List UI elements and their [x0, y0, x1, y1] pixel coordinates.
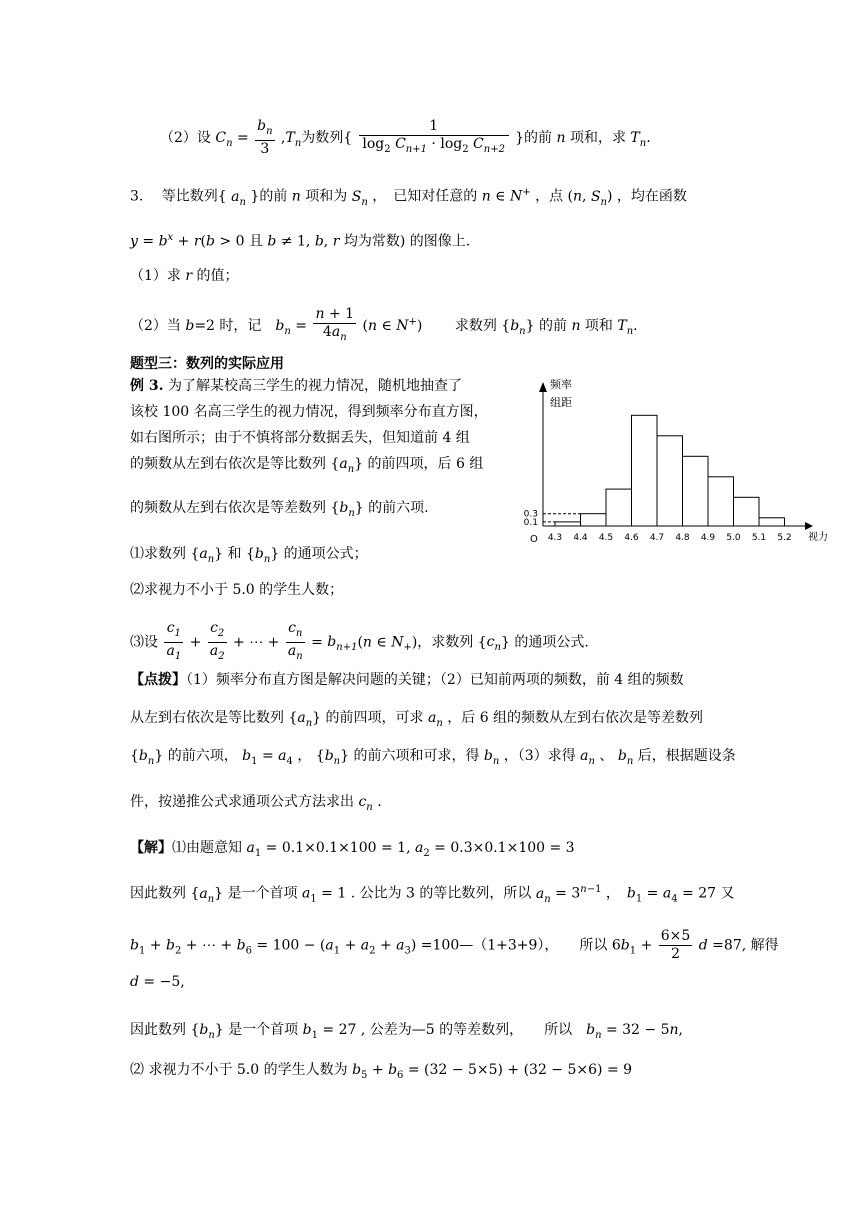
- solution-line6: ⑵ 求视力不小于 5.0 的学生人数为 $b_5 + b_6 = (32 - 5\times 5) + (32 - 5\times 6) = 9$: [130, 1062, 633, 1081]
- section-heading: 题型三：数列的实际应用: [130, 356, 284, 372]
- histogram-bar: [555, 522, 581, 526]
- hint-line2: 从左到右依次是等比数列 $\{a_n\}$ 的前四项，可求 $a_n$ ，后 6 组的频数从左到右依次是等差数列: [130, 710, 704, 729]
- x-tick-label: 5.2: [777, 533, 792, 543]
- x-axis-label: 视力: [808, 532, 828, 543]
- question-2-line: （2）设 $C_n$ = $\frac{b_n}{3}$ $,T_n$为数列{ $\frac{1}{\log_2 C_{n+1} \cdot \log_2 C_{n+2}}$ }的前 n 项和，求 $T_n$.: [160, 118, 651, 157]
- hint-line3: $\{b_n\}$ 的前六项， $b_1 = a_4$ ， $\{b_n\}$ 的前六项和可求，得 $b_n$ ，（3）求得 $a_n$ 、 $b_n$ 后，根据题设条: [130, 748, 736, 767]
- example-3-line5: 的频数从左到右依次是等差数列 $\{b_n\}$ 的前六项.: [130, 500, 429, 519]
- example-3-line1: 例 3. 为了解某校高三学生的视力情况，随机地抽查了: [130, 378, 462, 394]
- x-tick-label: 5.0: [726, 533, 741, 543]
- solution-line4: d = −5,: [130, 974, 185, 990]
- x-tick-label: 4.8: [675, 533, 690, 543]
- solution-line1: 【解】⑴由题意知 $a_1 = 0.1\times 0.1\times 100 = 1$, $a_2 = 0.3\times 0.1\times 100 = 3$: [130, 840, 575, 859]
- solution-line3: $b_1 + b_2$ + ⋯ + $b_6 = 100 - (a_1 + a_2 + a_3)$ =100—（1+3+9）， 所以 $6b_1$ + $\frac{6\times 5}{2}$ d =87, 解得: [130, 928, 779, 962]
- histogram-bar: [632, 415, 658, 526]
- x-tick-label: 4.7: [649, 533, 665, 543]
- hint-line4: 件，按递推公式求通项公式方法求出 $c_n$ .: [130, 794, 382, 813]
- x-tick-label: 5.1: [751, 533, 767, 543]
- example-3-line4: 的频数从左到右依次是等比数列 $\{a_n\}$ 的前四项，后 6 组: [130, 456, 484, 475]
- histogram-bar: [606, 489, 632, 526]
- x-axis-arrow: [805, 522, 813, 530]
- example-3-q1: ⑴求数列 $\{a_n\}$ 和 $\{b_n\}$ 的通项公式；: [130, 546, 368, 565]
- x-tick-label: 4.5: [598, 533, 614, 543]
- histogram-bar: [581, 514, 607, 526]
- origin-label: O: [530, 534, 538, 545]
- x-tick-label: 4.4: [573, 533, 588, 543]
- y-label-top: 频率: [550, 378, 572, 391]
- problem-3-q2: （2）当 b=2 时，记 $b_n$ = $\frac{n + 1}{4a_n}$ (n ∈ N+) 求数列 $\{b_n\}$ 的前 n 项和 $T_n$.: [130, 306, 638, 343]
- x-tick-label: 4.9: [700, 533, 716, 543]
- solution-line2: 因此数列 $\{a_n\}$ 是一个首项 $a_1 = 1$ . 公比为 3 的等比数列，所以 $a_n = 3^{n-1}$ ， $b_1 = a_4 = 27$ 又: [130, 884, 735, 905]
- histogram-bar: [759, 518, 785, 526]
- histogram-bar: [708, 477, 734, 526]
- example-3-q2: ⑵求视力不小于 5.0 的学生人数；: [130, 582, 344, 598]
- example-3-line3: 如右图所示；由于不慎将部分数据丢失，但知道前 4 组: [130, 430, 470, 446]
- problem-3-line2: $y = b^x + r(b > 0$ 且 b ≠ 1, b, r 均为常数) 的图像上.: [130, 232, 471, 250]
- example-3-line2: 该校 100 名高三学生的视力情况，得到频率分布直方图，: [130, 404, 488, 420]
- y-tick-label: 0.3: [523, 509, 538, 520]
- y-label-bottom: 组距: [550, 396, 572, 409]
- frequency-histogram: [510, 376, 830, 556]
- histogram-bar: [734, 497, 760, 526]
- problem-3-q1: （1）求 r 的值；: [130, 268, 239, 284]
- x-tick-label: 4.6: [624, 533, 639, 543]
- y-tick-label: 0.1: [523, 517, 538, 528]
- histogram-bar: [657, 436, 683, 526]
- solution-line5: 因此数列 $\{b_n\}$ 是一个首项 $b_1 = 27$ , 公差为—5 的等差数列， 所以 $b_n = 32 - 5n$,: [130, 1022, 683, 1041]
- example-3-q3: ⑶设 $\frac{c_1}{a_1}$ + $\frac{c_2}{a_2}$ + ⋯ + $\frac{c_n}{a_n}$ = $b_{n+1}(n$ ∈ $N_+$)，求数列 $\{c_n\}$ 的通项公式.: [130, 620, 589, 662]
- histogram-bar: [683, 456, 709, 526]
- problem-3-line1: 3. 等比数列{ $a_n$ }的前 n 项和为 $S_n$ ， 已知对任意的 n ∈ N+ ，点 (n, $S_n$) ，均在函数: [130, 187, 687, 208]
- y-axis-arrow: [539, 382, 547, 392]
- hint-line1: 【点拨】（1）频率分布直方图是解决问题的关键；（2）已知前两项的频数，前 4 组的频数: [130, 672, 684, 688]
- x-tick-label: 4.3: [547, 533, 563, 543]
